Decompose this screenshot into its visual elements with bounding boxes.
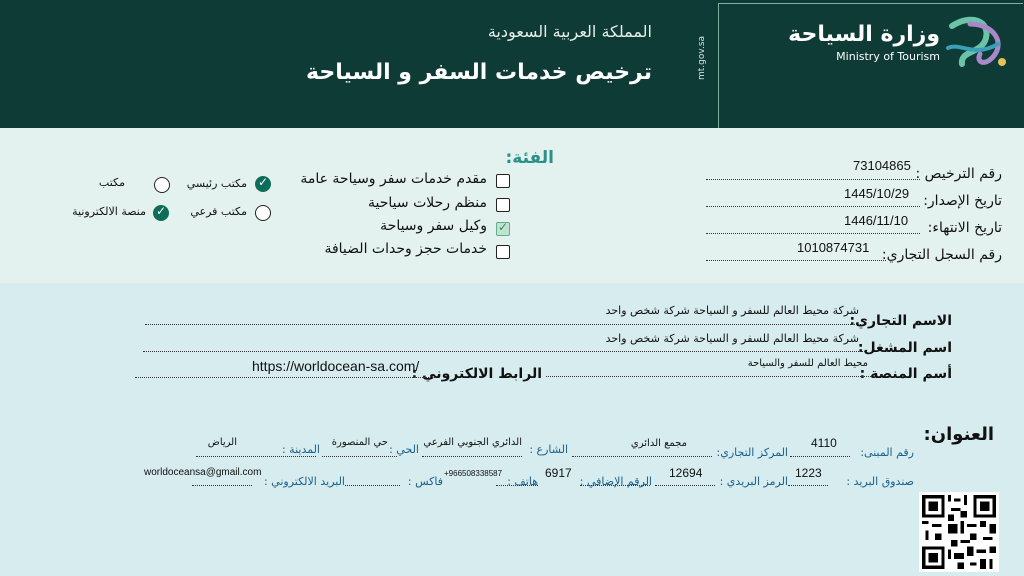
license-title: ترخيص خدمات السفر و السياحة bbox=[306, 60, 652, 85]
city-name: الرياض bbox=[207, 437, 237, 448]
dots bbox=[196, 456, 316, 457]
cr-number-label: رقم السجل التجاري: bbox=[881, 247, 1002, 263]
district-label: الحي : bbox=[389, 443, 419, 456]
dots bbox=[572, 456, 712, 457]
dots bbox=[496, 485, 538, 486]
building-number: 4110 bbox=[811, 436, 837, 450]
dots bbox=[143, 351, 867, 352]
office-radio-branch[interactable] bbox=[255, 205, 271, 221]
office-label-main: مكتب رئيسي bbox=[186, 177, 247, 190]
address-title: العنوان: bbox=[923, 424, 994, 445]
category-checkbox-hospitality[interactable] bbox=[496, 245, 510, 259]
license-number: 73104865 bbox=[853, 158, 911, 173]
dots bbox=[192, 485, 252, 486]
street-label: الشارع : bbox=[529, 443, 568, 456]
operator-name: شركة محيط العالم للسفر و السياحة شركة شخص واحد bbox=[605, 332, 859, 345]
dots bbox=[322, 456, 397, 457]
category-label-tour-organizer: منظم رحلات سياحية bbox=[368, 195, 487, 211]
ministry-name-en: Ministry of Tourism bbox=[836, 50, 940, 63]
dots bbox=[706, 260, 886, 261]
category-label-general: مقدم خدمات سفر وسياحة عامة bbox=[300, 171, 487, 187]
operator-label: اسم المشغل: bbox=[857, 340, 952, 356]
phone-number: +966508338587 bbox=[444, 469, 503, 478]
dots bbox=[655, 485, 715, 486]
kingdom-name: المملكة العربية السعودية bbox=[487, 22, 652, 41]
office-radio-office[interactable] bbox=[154, 177, 170, 193]
ministry-logo-icon bbox=[940, 14, 1012, 74]
email-address[interactable]: worldoceansa@gmail.com bbox=[144, 467, 262, 478]
center-label: المركز التجاري: bbox=[716, 446, 788, 459]
website-link[interactable]: https://worldocean-sa.com/ bbox=[252, 358, 420, 374]
ministry-name-ar: وزارة السياحة bbox=[788, 22, 940, 47]
expiry-date: 1446/11/10 bbox=[844, 213, 909, 228]
platform-name: محيط العالم للسفر والسياحة bbox=[747, 358, 868, 369]
office-label-eplatform: منصة الالكترونية bbox=[72, 205, 146, 218]
pobox-number: 1223 bbox=[795, 466, 822, 480]
office-label-branch: مكتب فرعي bbox=[190, 205, 247, 218]
trade-name: شركة محيط العالم للسفر و السياحة شركة شخص واحد bbox=[605, 304, 859, 317]
link-label: الرابط الالكتروني : bbox=[411, 366, 542, 382]
extra-number: 6917 bbox=[545, 466, 572, 480]
office-radio-main[interactable] bbox=[255, 176, 271, 192]
issue-date: 1445/10/29 bbox=[844, 186, 910, 201]
category-checkbox-travel-agent[interactable] bbox=[496, 222, 510, 236]
postal-label: الرمز البريدي : bbox=[719, 475, 788, 488]
expiry-date-label: تاريخ الانتهاء: bbox=[927, 220, 1002, 236]
dots bbox=[706, 179, 920, 180]
dots bbox=[345, 485, 400, 486]
fax-label: فاكس : bbox=[407, 475, 443, 488]
license-number-label: رقم الترخيص : bbox=[915, 166, 1002, 182]
issue-date-label: تاريخ الإصدار: bbox=[923, 193, 1002, 209]
district-name: حي المنصورة bbox=[331, 437, 388, 448]
category-checkbox-tour-organizer[interactable] bbox=[496, 198, 510, 212]
office-radio-eplatform[interactable] bbox=[153, 205, 169, 221]
city-label: المدينة : bbox=[281, 443, 320, 456]
dots bbox=[422, 456, 522, 457]
category-label-hospitality: خدمات حجز وحدات الضيافة bbox=[324, 241, 487, 257]
extra-number-label: الرقم الإضافي : bbox=[579, 475, 652, 488]
dots bbox=[135, 377, 435, 378]
gov-url: mt.gov.sa bbox=[697, 35, 707, 80]
office-label-office: مكتب bbox=[98, 176, 125, 189]
building-label: رقم المبنى: bbox=[860, 446, 914, 459]
platform-label: أسم المنصة : bbox=[859, 366, 952, 382]
dots bbox=[706, 206, 920, 207]
category-title: الفئة: bbox=[505, 148, 554, 168]
category-label-travel-agent: وكيل سفر وسياحة bbox=[380, 218, 487, 234]
cr-number: 1010874731 bbox=[797, 240, 870, 255]
dots bbox=[790, 456, 850, 457]
postal-code: 12694 bbox=[669, 466, 703, 480]
trade-name-label: الاسم التجاري: bbox=[849, 313, 952, 329]
street-name: الدائري الجنوبي الفرعي bbox=[423, 437, 522, 448]
commercial-center: مجمع الدائري bbox=[630, 438, 687, 449]
email-label: البريد الالكتروني : bbox=[263, 475, 345, 488]
dots bbox=[580, 485, 650, 486]
qr-code-icon bbox=[919, 492, 999, 572]
pobox-label: صندوق البريد : bbox=[846, 475, 914, 488]
category-checkbox-general[interactable] bbox=[496, 174, 510, 188]
dots bbox=[145, 324, 861, 325]
dots bbox=[788, 485, 828, 486]
phone-label: هاتف : bbox=[507, 475, 538, 488]
dots bbox=[706, 233, 920, 234]
dots bbox=[546, 376, 871, 377]
